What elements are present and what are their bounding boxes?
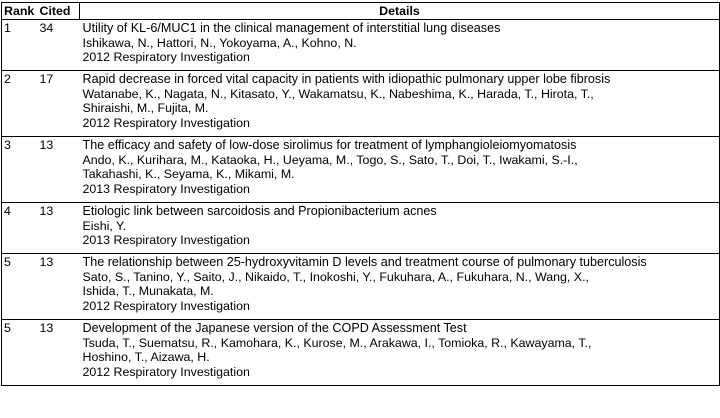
cited-cell: 13 [38,137,80,203]
paper-authors: Ando, K., Kurihara, M., Kataoka, H., Ueyama, M., Togo, S., Sato, T., Doi, T., Iwakami, S.-I., [82,152,578,167]
paper-authors-cont: Shiraishi, M., Fujita, M. [82,101,209,116]
rank-cell: 4 [2,203,38,254]
rank-cell: 2 [2,71,38,137]
paper-authors: Ishikawa, N., Hattori, N., Yokoyama, A., Kohno, N. [82,35,357,50]
header-row [2,3,720,20]
paper-source: 2012 Respiratory Investigation [82,50,250,65]
cited-cell: 34 [38,20,80,71]
details-cell [80,254,720,320]
cited-cell: 13 [38,320,80,386]
details-cell [80,320,720,386]
cited-cell: 17 [38,71,80,137]
paper-source: 2012 Respiratory Investigation [82,298,250,313]
cited-cell: 13 [38,203,80,254]
paper-source: 2012 Respiratory Investigation [82,364,250,379]
paper-source: 2012 Respiratory Investigation [82,115,250,130]
citation-table [1,2,720,386]
paper-title: Development of the Japanese version of the COPD Assessment Test [82,321,467,335]
rank-cell: 5 [2,254,38,320]
paper-authors-cont: Takahashi, K., Seyama, K., Mikami, M. [82,167,295,182]
paper-title: Etiologic link between sarcoidosis and Propionibacterium acnes [82,204,437,218]
details-cell [80,137,720,203]
details-cell [80,20,720,71]
paper-authors-cont: Hoshino, T., Aizawa, H. [82,350,210,365]
paper-authors-cont: Ishida, T., Munakata, M. [82,284,214,299]
paper-source: 2013 Respiratory Investigation [82,181,250,196]
table-row [2,203,720,254]
paper-authors: Eishi, Y. [82,218,127,233]
table-row [2,320,720,386]
paper-title: The relationship between 25-hydroxyvitamin D levels and treatment course of pulmonary tuberculosis [82,255,647,269]
paper-authors: Watanabe, K., Nagata, N., Kitasato, Y., Wakamatsu, K., Nabeshima, K., Harada, T., Hirota, T., [82,86,594,101]
details-cell [80,71,720,137]
paper-title: Utility of KL-6/MUC1 in the clinical management of interstitial lung diseases [82,21,501,35]
table-row [2,137,720,203]
header-details: Details [80,3,720,20]
details-cell [80,203,720,254]
cited-cell: 13 [38,254,80,320]
rank-cell: 3 [2,137,38,203]
paper-authors: Tsuda, T., Suematsu, R., Kamohara, K., Kurose, M., Arakawa, I., Tomioka, R., Kawayama, T., [82,335,592,350]
header-rank: Rank [2,3,38,20]
table-row [2,20,720,71]
rank-cell: 5 [2,320,38,386]
paper-title: The efficacy and safety of low-dose sirolimus for treatment of lymphangioleiomyomatosis [82,138,577,152]
paper-source: 2013 Respiratory Investigation [82,233,250,248]
paper-title: Rapid decrease in forced vital capacity in patients with idiopathic pulmonary upper lobe fibrosis [82,72,611,86]
table-row [2,71,720,137]
rank-cell: 1 [2,20,38,71]
table-row [2,254,720,320]
header-cited: Cited [38,3,80,20]
paper-authors: Sato, S., Tanino, Y., Saito, J., Nikaido, T., Inokoshi, Y., Fukuhara, A., Fukuhara, N., Wang, X., [82,269,589,284]
